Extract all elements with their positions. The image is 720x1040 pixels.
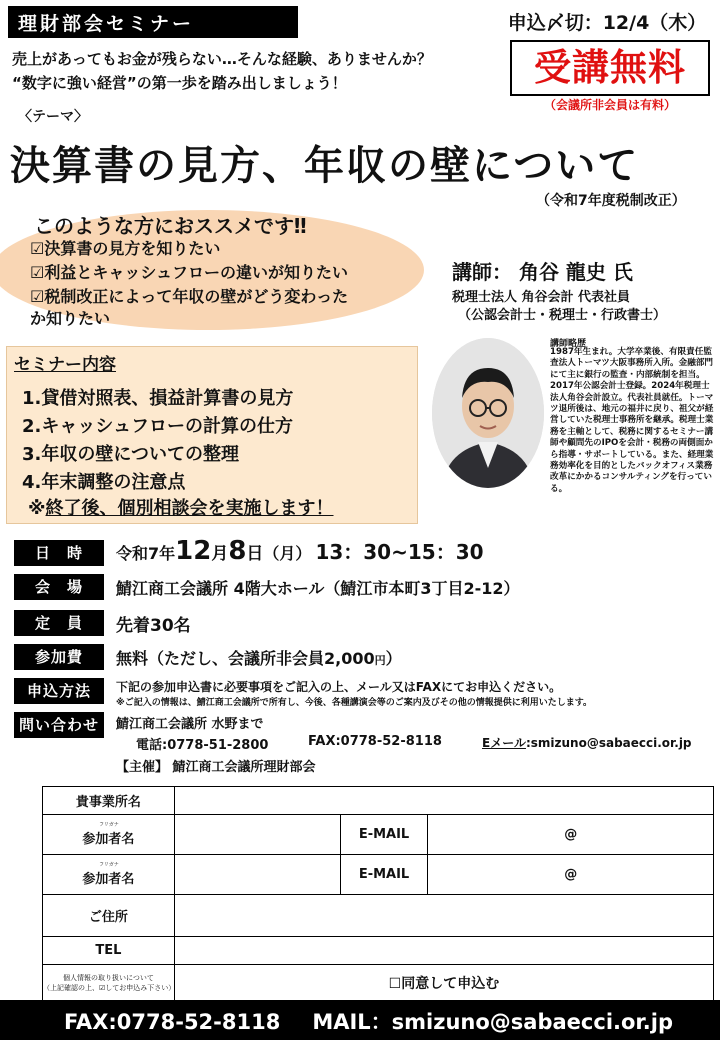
privacy-note: 個人情報の取り扱いについて （上記確認の上、☑してお申込み下さい） xyxy=(43,965,175,1001)
form-row-participant-1 xyxy=(43,815,714,855)
deadline: 申込〆切：12/4（木） xyxy=(507,12,707,34)
participant-label-cell xyxy=(43,815,175,855)
capacity-label: 定 員 xyxy=(14,610,104,636)
speaker-qualifications: （公認会計士・税理士・行政書士） xyxy=(458,308,667,323)
email-2-input[interactable] xyxy=(428,855,714,895)
participant-label: 参加者名 xyxy=(82,832,135,847)
form-row-tel xyxy=(43,937,714,965)
date-weekday: （月） xyxy=(263,544,312,563)
venue-value: 鯖江商工会議所 4階大ホール（鯖江市本町3丁目2-12） xyxy=(116,579,520,598)
fee-unit: 円 xyxy=(374,654,386,667)
seminar-contents-heading: セミナー内容 xyxy=(14,355,116,375)
org-label: 理財部会セミナー xyxy=(18,13,195,35)
recommend-item: ☑決算書の見方を知りたい xyxy=(30,239,221,258)
participant-1-input[interactable] xyxy=(174,815,340,855)
date-day: 8 xyxy=(228,536,247,566)
company-input[interactable] xyxy=(174,787,713,815)
date-label: 日 時 xyxy=(14,540,104,566)
date-month-unit: 月 xyxy=(211,544,229,564)
venue-label: 会 場 xyxy=(14,574,104,600)
footer-mail: MAIL：smizuno@sabaecci.or.jp xyxy=(312,1010,673,1034)
recommend-item: ☑利益とキャッシュフローの違いが知りたい xyxy=(30,263,349,282)
consultation-note-suffix: を実施します！ xyxy=(207,498,334,519)
contact-email-label: Eメール xyxy=(482,736,526,750)
form-row-privacy xyxy=(43,965,714,1001)
footer-fax: FAX:0778-52-8118 xyxy=(64,1010,281,1034)
date-value xyxy=(116,536,484,566)
apply-value: 下記の参加申込書に必要事項をご記入の上、メール又はFAXにてお申込ください。 xyxy=(116,680,562,694)
tax-reform-note: （令和7年度税制改正） xyxy=(536,193,686,209)
application-form xyxy=(42,786,714,1001)
date-month: 12 xyxy=(175,536,212,566)
organizer: 【主催】 鯖江商工会議所理財部会 xyxy=(116,760,316,775)
at-sign: @ xyxy=(564,827,578,842)
speaker-bio-title: 講師略歴 xyxy=(550,339,587,349)
tel-label: TEL xyxy=(43,937,175,965)
address-input[interactable] xyxy=(174,895,713,937)
contact-name: 鯖江商工会議所 水野まで xyxy=(116,717,264,732)
at-sign: @ xyxy=(564,867,578,882)
recommend-item: か知りたい xyxy=(30,309,111,328)
email-label: E-MAIL xyxy=(340,815,428,855)
seminar-content-item: 3.年収の壁についての整理 xyxy=(22,444,240,465)
recommend-item: ☑税制改正によって年収の壁がどう変わった xyxy=(30,287,349,306)
agree-checkbox[interactable]: ☐同意して申込む xyxy=(174,965,713,1001)
page-title: 決算書の見方、年収の壁について xyxy=(10,143,640,189)
contact-label: 問い合わせ xyxy=(14,712,104,738)
form-row-address xyxy=(43,895,714,937)
company-label: 貴事業所名 xyxy=(43,787,175,815)
consultation-note-prefix: ※ xyxy=(28,498,46,519)
furigana-label: フリガナ xyxy=(99,822,119,828)
speaker-photo xyxy=(432,338,544,488)
date-time: 13：30~15：30 xyxy=(315,540,484,564)
seminar-content-item: 4.年末調整の注意点 xyxy=(22,472,186,493)
fee-value xyxy=(116,646,402,669)
intro-line-2: “数字に強い経営”の第一歩を踏み出しましょう！ xyxy=(12,74,347,92)
tel-input[interactable] xyxy=(174,937,713,965)
recommend-title: このような方におススメです‼ xyxy=(34,214,307,238)
participant-label: 参加者名 xyxy=(82,872,135,887)
apply-note: ※ご記入の情報は、鯖江商工会議所で所有し、今後、各種講演会等のご案内及びその他の情報提供に利用いたします。 xyxy=(116,698,593,708)
participant-2-input[interactable] xyxy=(174,855,340,895)
fee-label: 参加費 xyxy=(14,644,104,670)
org-label-band xyxy=(8,6,298,38)
consultation-note xyxy=(28,494,334,520)
contact-tel: 電話:0778-51-2800 xyxy=(136,738,269,753)
form-row-company xyxy=(43,787,714,815)
form-row-participant-2 xyxy=(43,855,714,895)
speaker-title: 税理士法人 角谷会計 代表社員 xyxy=(452,290,631,305)
capacity-value: 先着30名 xyxy=(116,616,191,636)
email-label: E-MAIL xyxy=(340,855,428,895)
free-badge-title: 受講無料 xyxy=(534,46,686,89)
email-1-input[interactable] xyxy=(428,815,714,855)
address-label: ご住所 xyxy=(43,895,175,937)
date-day-unit: 日 xyxy=(246,544,264,564)
contact-email xyxy=(482,734,692,751)
consultation-note-highlight: 終了後、個別相談会 xyxy=(45,498,208,519)
free-badge-note: （会議所非会員は有料） xyxy=(543,98,676,112)
seminar-content-item: 2.キャッシュフローの計算の仕方 xyxy=(22,416,294,437)
date-era: 令和7年 xyxy=(116,544,176,563)
fee-close: ） xyxy=(385,649,402,668)
speaker-bio: 1987年生まれ。大学卒業後、有限責任監査法人トーマツ大阪事務所入所。金融部門にて主に銀行の監査・内部統制を担当。2017年公認会計士登録。2024年税理士法人角谷会計設立。代表社員就任。トーマツ退所後は、地元の福井に戻り、祖父が経営していた税理士事務所を継承。税理士業務を主軸として、税務に関するセミナー講師や顧問先のIPOを会計・税務の両側面から指導・サポートしている。また、経理業務効率化を目的としたバックオフィス業務改革にかかるコンサルティングを行っている。 xyxy=(550,347,714,494)
contact-email-address: :smizuno@sabaecci.or.jp xyxy=(525,736,692,750)
participant-label-cell xyxy=(43,855,175,895)
apply-label: 申込方法 xyxy=(14,678,104,704)
theme-label: 〈テーマ〉 xyxy=(18,109,88,125)
contact-fax: FAX:0778-52-8118 xyxy=(308,734,442,749)
footer-contact-band xyxy=(0,1000,720,1040)
seminar-content-item: 1.貸借対照表、損益計算書の見方 xyxy=(22,388,294,409)
fee-main: 無料（ただし、会議所非会員2,000 xyxy=(116,649,375,668)
speaker-name: 講師： 角谷 龍史 氏 xyxy=(452,260,633,284)
intro-line-1: 売上があってもお金が残らない…そんな経験、ありませんか？ xyxy=(12,50,432,68)
furigana-label: フリガナ xyxy=(99,862,119,868)
